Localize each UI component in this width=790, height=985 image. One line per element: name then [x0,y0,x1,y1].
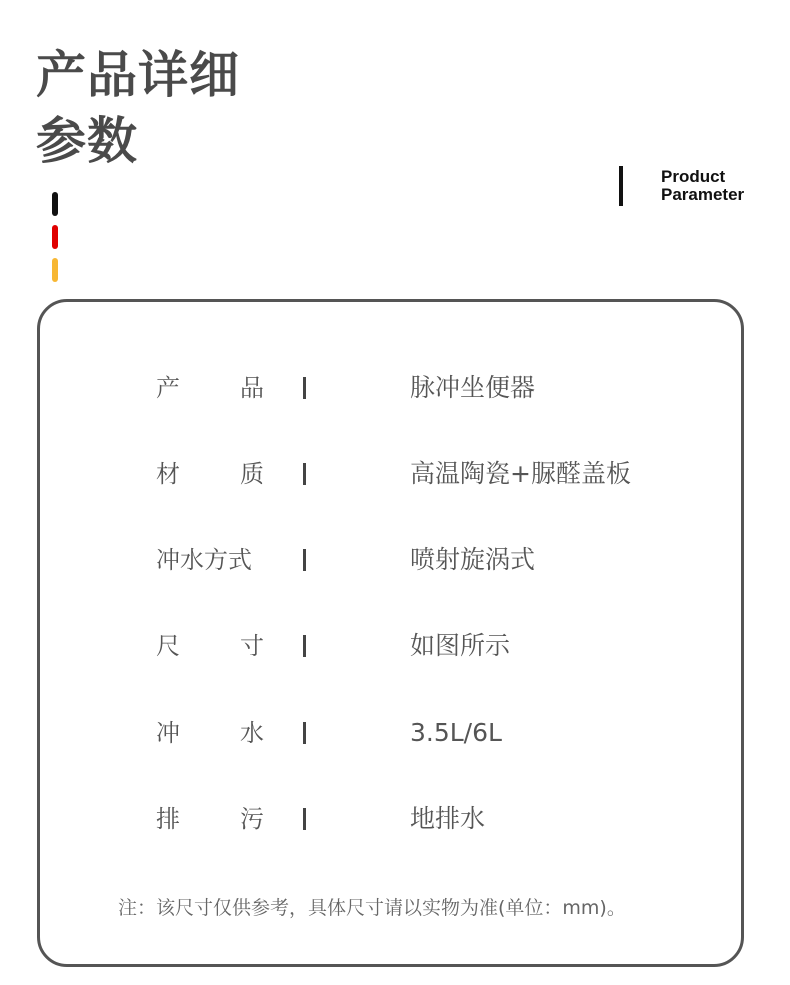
param-separator [303,808,306,830]
param-separator [303,377,306,399]
page-title-line-2: 参数 [36,112,138,170]
param-separator [303,549,306,571]
param-separator [303,463,306,485]
param-value: 地排水 [410,804,486,833]
param-label: 冲水方式 [156,546,252,574]
subtitle-line-1: Product [661,167,726,186]
param-value: 高温陶瓷+脲醛盖板 [410,459,631,488]
subtitle-divider [619,166,623,206]
accent-bar-yellow [52,258,58,282]
accent-bar-red [52,225,58,249]
param-row-material [40,454,741,494]
param-value: 喷射旋涡式 [410,545,536,574]
param-row-drainage [40,799,741,839]
accent-bars [52,192,60,291]
param-label: 尺 寸 [156,632,264,660]
param-label: 排 污 [156,805,264,833]
page-title [36,42,240,174]
param-label: 冲 水 [156,719,264,747]
param-value: 脉冲坐便器 [410,373,536,402]
param-row-flush-volume [40,713,741,753]
page-title-line-1: 产品详细 [36,46,240,104]
param-separator [303,635,306,657]
parameter-card [37,299,744,967]
param-row-size [40,626,741,666]
param-separator [303,722,306,744]
subtitle-line-2: Parameter [661,185,745,204]
param-value: 3.5L/6L [410,718,502,747]
accent-bar-black [52,192,58,216]
param-label: 材 质 [156,460,264,488]
param-value: 如图所示 [410,631,511,660]
english-subtitle [619,166,744,206]
param-row-flush-type [40,540,741,580]
param-label: 产 品 [156,374,264,402]
param-row-product [40,368,741,408]
size-note: 注：该尺寸仅供参考，具体尺寸请以实物为准(单位：mm)。 [118,897,626,919]
